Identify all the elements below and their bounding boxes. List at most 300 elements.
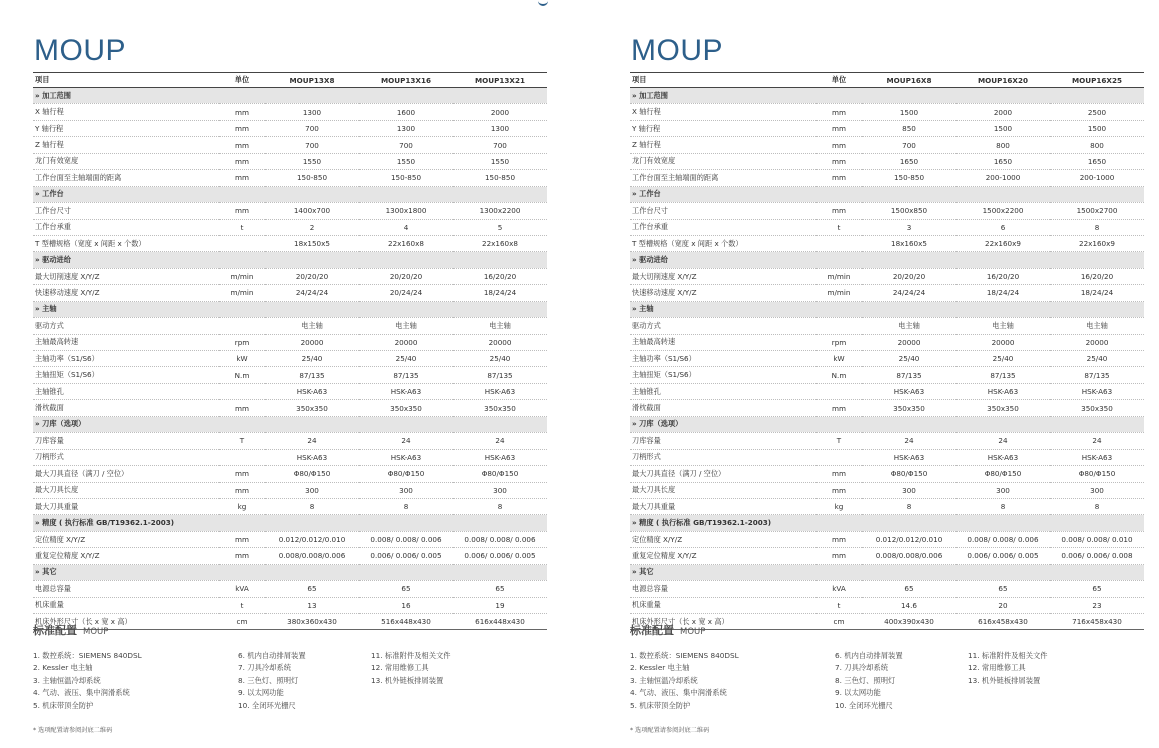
config-list-col3 — [371, 650, 451, 687]
value-cell: 150-850 — [265, 170, 359, 186]
value-cell: 24 — [1050, 433, 1144, 449]
value-cell: 20/24/24 — [359, 285, 453, 301]
section-label: » 刀库（选项） — [630, 416, 1144, 432]
config-list-item: 10. 全闭环光栅尺 — [238, 700, 296, 710]
table-row — [630, 433, 1144, 449]
value-cell: 700 — [265, 137, 359, 153]
spec-name-cell: 机床重量 — [33, 597, 219, 613]
section-label: » 驱动进给 — [630, 252, 1144, 268]
unit-cell: kW — [816, 351, 862, 367]
spec-name-cell: 工作台承重 — [33, 219, 219, 235]
value-cell: 5 — [453, 219, 547, 235]
unit-cell: mm — [816, 400, 862, 416]
value-cell: HSK-A63 — [1050, 383, 1144, 399]
config-list-item: 4. 气动、液压、集中润滑系统 — [630, 688, 727, 698]
column-header: MOUP16X8 — [862, 73, 956, 88]
value-cell: Φ80/Φ150 — [359, 466, 453, 482]
value-cell: Φ80/Φ150 — [265, 466, 359, 482]
table-row — [630, 120, 1144, 136]
spec-name-cell: 主轴锥孔 — [33, 383, 219, 399]
unit-cell — [816, 383, 862, 399]
value-cell: 400x390x430 — [862, 614, 956, 630]
unit-cell: t — [816, 597, 862, 613]
section-label: » 其它 — [33, 564, 547, 580]
value-cell: 0.008/ 0.008/ 0.006 — [956, 531, 1050, 547]
value-cell: 25/40 — [453, 351, 547, 367]
spec-name-cell: 龙门有效宽度 — [630, 153, 816, 169]
value-cell: HSK-A63 — [359, 383, 453, 399]
value-cell: 电主轴 — [862, 318, 956, 334]
config-list-col1 — [630, 650, 739, 712]
unit-cell: kW — [219, 351, 265, 367]
unit-cell: mm — [816, 548, 862, 564]
table-row — [630, 400, 1144, 416]
spec-name-cell: 主轴锥孔 — [630, 383, 816, 399]
value-cell: 65 — [265, 581, 359, 597]
value-cell: 电主轴 — [453, 318, 547, 334]
spec-name-cell: 快速移动速度 X/Y/Z — [630, 285, 816, 301]
value-cell: 87/135 — [265, 367, 359, 383]
value-cell: HSK-A63 — [862, 449, 956, 465]
value-cell: 65 — [862, 581, 956, 597]
value-cell: 电主轴 — [956, 318, 1050, 334]
section-header-row — [630, 515, 1144, 531]
value-cell: 0.008/0.008/0.006 — [265, 548, 359, 564]
config-list-item: 13. 机外链板排屑装置 — [968, 675, 1041, 685]
config-list-item: 12. 常用维修工具 — [968, 663, 1026, 673]
value-cell: HSK-A63 — [359, 449, 453, 465]
spec-name-cell: 最大切削速度 X/Y/Z — [33, 268, 219, 284]
section-header-row — [33, 301, 547, 317]
value-cell: 200-1000 — [956, 170, 1050, 186]
section-label: » 精度 ( 执行标准 GB/T19362.1-2003) — [630, 515, 1144, 531]
spec-name-cell: 定位精度 X/Y/Z — [630, 531, 816, 547]
value-cell: 1500 — [862, 104, 956, 120]
table-row — [630, 531, 1144, 547]
unit-cell: rpm — [219, 334, 265, 350]
value-cell: 20/20/20 — [862, 268, 956, 284]
spec-table — [630, 72, 1144, 630]
unit-cell — [816, 318, 862, 334]
table-row — [630, 153, 1144, 169]
section-header-row — [33, 564, 547, 580]
config-list-col2 — [835, 650, 903, 712]
value-cell: 20000 — [453, 334, 547, 350]
section-label: » 主轴 — [630, 301, 1144, 317]
table-row — [33, 367, 547, 383]
value-cell: 300 — [265, 482, 359, 498]
table-row — [33, 318, 547, 334]
unit-cell — [219, 449, 265, 465]
value-cell: 8 — [1050, 498, 1144, 514]
section-header-row — [630, 88, 1144, 104]
unit-cell: mm — [219, 466, 265, 482]
config-list-item: 1. 数控系统：SIEMENS 840DSL — [33, 651, 142, 660]
column-header: MOUP16X20 — [956, 73, 1050, 88]
value-cell: 24 — [453, 433, 547, 449]
value-cell: 2000 — [956, 104, 1050, 120]
unit-cell: N.m — [816, 367, 862, 383]
table-row — [33, 449, 547, 465]
spec-name-cell: 工作台承重 — [630, 219, 816, 235]
unit-cell — [816, 235, 862, 251]
value-cell: 87/135 — [956, 367, 1050, 383]
spec-name-cell: Y 轴行程 — [630, 120, 816, 136]
config-list-item: 11. 标准附件及相关文件 — [371, 651, 451, 660]
value-cell: 1300x1800 — [359, 203, 453, 219]
value-cell: 1500x2200 — [956, 203, 1050, 219]
spec-name-cell: 最大刀具长度 — [33, 482, 219, 498]
value-cell: Φ80/Φ150 — [453, 466, 547, 482]
unit-cell: mm — [219, 170, 265, 186]
value-cell: 516x448x430 — [359, 614, 453, 630]
value-cell: 65 — [956, 581, 1050, 597]
config-list-item: 9. 以太网功能 — [238, 688, 284, 698]
brand-title: MOUP — [631, 34, 723, 67]
table-row — [33, 614, 547, 630]
value-cell: Φ80/Φ150 — [956, 466, 1050, 482]
value-cell: 20000 — [265, 334, 359, 350]
unit-cell: kVA — [219, 581, 265, 597]
spec-name-cell: 工作台尺寸 — [630, 203, 816, 219]
unit-cell: m/min — [816, 268, 862, 284]
value-cell: HSK-A63 — [956, 383, 1050, 399]
section-label: » 工作台 — [630, 186, 1144, 202]
config-list-item: 2. Kessler 电主轴 — [630, 663, 690, 673]
unit-cell: t — [219, 597, 265, 613]
value-cell: 300 — [359, 482, 453, 498]
section-header-row — [630, 252, 1144, 268]
table-row — [33, 285, 547, 301]
value-cell: 0.012/0.012/0.010 — [265, 531, 359, 547]
value-cell: 0.012/0.012/0.010 — [862, 531, 956, 547]
value-cell: HSK-A63 — [1050, 449, 1144, 465]
table-row — [33, 137, 547, 153]
value-cell: 22x160x9 — [1050, 235, 1144, 251]
section-label: » 精度 ( 执行标准 GB/T19362.1-2003) — [33, 515, 547, 531]
table-row — [630, 449, 1144, 465]
spec-name-cell: 主轴最高转速 — [33, 334, 219, 350]
section-label: » 主轴 — [33, 301, 547, 317]
value-cell: 1500 — [956, 120, 1050, 136]
value-cell: 8 — [1050, 219, 1144, 235]
value-cell: 1400x700 — [265, 203, 359, 219]
value-cell: 14.6 — [862, 597, 956, 613]
unit-cell: mm — [816, 137, 862, 153]
section-header-row — [33, 416, 547, 432]
table-row — [33, 203, 547, 219]
value-cell: 87/135 — [359, 367, 453, 383]
value-cell: 2 — [265, 219, 359, 235]
value-cell: 1300x2200 — [453, 203, 547, 219]
column-header: 单位 — [219, 73, 265, 88]
standard-config-subtitle: MOUP — [680, 627, 706, 637]
section-header-row — [630, 301, 1144, 317]
spec-name-cell: X 轴行程 — [630, 104, 816, 120]
value-cell: 0.006/ 0.006/ 0.005 — [359, 548, 453, 564]
table-row — [630, 235, 1144, 251]
config-list-item: 13. 机外链板排屑装置 — [371, 675, 444, 685]
value-cell: 65 — [359, 581, 453, 597]
spec-name-cell: 驱动方式 — [33, 318, 219, 334]
spec-name-cell: 最大刀具直径（满刀 / 空位） — [630, 466, 816, 482]
standard-config-heading — [33, 622, 108, 638]
standard-config-subtitle: MOUP — [83, 627, 109, 637]
section-header-row — [33, 252, 547, 268]
table-row — [630, 482, 1144, 498]
value-cell: 350x350 — [1050, 400, 1144, 416]
standard-config-title: 标准配置 — [630, 624, 674, 637]
unit-cell: kg — [219, 498, 265, 514]
table-row — [630, 104, 1144, 120]
value-cell: 700 — [265, 120, 359, 136]
value-cell: HSK-A63 — [453, 449, 547, 465]
value-cell: 150-850 — [862, 170, 956, 186]
table-row — [630, 219, 1144, 235]
unit-cell: t — [816, 219, 862, 235]
value-cell: 850 — [862, 120, 956, 136]
value-cell: 616x458x430 — [956, 614, 1050, 630]
unit-cell: rpm — [816, 334, 862, 350]
value-cell: 电主轴 — [1050, 318, 1144, 334]
spec-name-cell: 定位精度 X/Y/Z — [33, 531, 219, 547]
spec-name-cell: 最大刀具长度 — [630, 482, 816, 498]
value-cell: 616x448x430 — [453, 614, 547, 630]
value-cell: 22x160x9 — [956, 235, 1050, 251]
value-cell: 18x160x5 — [862, 235, 956, 251]
spec-name-cell: Y 轴行程 — [33, 120, 219, 136]
spec-name-cell: Z 轴行程 — [33, 137, 219, 153]
value-cell: HSK-A63 — [265, 383, 359, 399]
section-label: » 加工范围 — [630, 88, 1144, 104]
unit-cell: m/min — [219, 268, 265, 284]
table-row — [630, 285, 1144, 301]
options-note: * 选项配置请参阅封底二维码 — [630, 727, 710, 734]
table-row — [33, 482, 547, 498]
table-row — [630, 548, 1144, 564]
spec-name-cell: 机床外形尺寸（长 x 宽 x 高） — [33, 614, 219, 630]
config-list-item: 4. 气动、液压、集中润滑系统 — [33, 688, 130, 698]
value-cell: 18/24/24 — [1050, 285, 1144, 301]
value-cell: 700 — [453, 137, 547, 153]
table-row — [630, 318, 1144, 334]
value-cell: Φ80/Φ150 — [862, 466, 956, 482]
value-cell: 1500 — [1050, 120, 1144, 136]
section-label: » 工作台 — [33, 186, 547, 202]
value-cell: 25/40 — [862, 351, 956, 367]
value-cell: 25/40 — [956, 351, 1050, 367]
value-cell: 1550 — [265, 153, 359, 169]
config-list-item: 9. 以太网功能 — [835, 688, 881, 698]
section-header-row — [33, 515, 547, 531]
value-cell: 300 — [1050, 482, 1144, 498]
section-header-row — [630, 416, 1144, 432]
unit-cell: mm — [816, 482, 862, 498]
value-cell: 380x360x430 — [265, 614, 359, 630]
table-row — [33, 153, 547, 169]
value-cell: 25/40 — [265, 351, 359, 367]
spec-name-cell: 最大刀具重量 — [33, 498, 219, 514]
value-cell: 0.006/ 0.006/ 0.008 — [1050, 548, 1144, 564]
value-cell: HSK-A63 — [956, 449, 1050, 465]
unit-cell: mm — [816, 153, 862, 169]
column-header: MOUP13X16 — [359, 73, 453, 88]
spec-name-cell: 主轴功率（S1/S6） — [33, 351, 219, 367]
options-note: * 选项配置请参阅封底二维码 — [33, 727, 113, 734]
config-list-item: 1. 数控系统：SIEMENS 840DSL — [630, 651, 739, 660]
config-list-item: 3. 主轴恒温冷却系统 — [33, 675, 101, 685]
config-list-item: 6. 机内自动排屑装置 — [835, 651, 903, 660]
unit-cell: mm — [816, 120, 862, 136]
table-row — [630, 466, 1144, 482]
config-list-col1 — [33, 650, 142, 712]
table-row — [33, 170, 547, 186]
value-cell: 700 — [359, 137, 453, 153]
value-cell: 300 — [862, 482, 956, 498]
spec-name-cell: 电源总容量 — [33, 581, 219, 597]
unit-cell: m/min — [816, 285, 862, 301]
spec-name-cell: 主轴功率（S1/S6） — [630, 351, 816, 367]
table-header-row — [33, 73, 547, 88]
table-row — [630, 268, 1144, 284]
config-list-item: 10. 全闭环光栅尺 — [835, 700, 893, 710]
table-row — [33, 268, 547, 284]
spec-name-cell: 主轴扭矩（S1/S6） — [630, 367, 816, 383]
value-cell: 6 — [956, 219, 1050, 235]
value-cell: 87/135 — [862, 367, 956, 383]
config-list-item: 7. 刀具冷却系统 — [238, 663, 292, 673]
value-cell: Φ80/Φ150 — [1050, 466, 1144, 482]
spec-name-cell: 工作台面至主轴端面的距离 — [630, 170, 816, 186]
value-cell: 22x160x8 — [453, 235, 547, 251]
value-cell: 1650 — [862, 153, 956, 169]
section-label: » 刀库（选项） — [33, 416, 547, 432]
value-cell: 8 — [359, 498, 453, 514]
unit-cell: cm — [816, 614, 862, 630]
value-cell: 0.008/0.008/0.006 — [862, 548, 956, 564]
value-cell: 18/24/24 — [453, 285, 547, 301]
value-cell: 300 — [453, 482, 547, 498]
value-cell: 24 — [359, 433, 453, 449]
value-cell: 350x350 — [265, 400, 359, 416]
config-list-item: 8. 三色灯、照明灯 — [835, 675, 896, 685]
spec-name-cell: 主轴最高转速 — [630, 334, 816, 350]
value-cell: 350x350 — [862, 400, 956, 416]
unit-cell: mm — [219, 137, 265, 153]
value-cell: 4 — [359, 219, 453, 235]
unit-cell — [816, 449, 862, 465]
spec-name-cell: 刀柄形式 — [33, 449, 219, 465]
value-cell: 16/20/20 — [453, 268, 547, 284]
value-cell: 150-850 — [359, 170, 453, 186]
value-cell: 16 — [359, 597, 453, 613]
value-cell: 16/20/20 — [956, 268, 1050, 284]
column-header: 单位 — [816, 73, 862, 88]
table-row — [630, 367, 1144, 383]
unit-cell: mm — [219, 531, 265, 547]
section-label: » 加工范围 — [33, 88, 547, 104]
unit-cell: cm — [219, 614, 265, 630]
value-cell: 20 — [956, 597, 1050, 613]
config-list-col2 — [238, 650, 306, 712]
unit-cell: mm — [219, 482, 265, 498]
unit-cell: kg — [816, 498, 862, 514]
table-row — [630, 203, 1144, 219]
config-list-item: 12. 常用维修工具 — [371, 663, 429, 673]
table-row — [630, 581, 1144, 597]
spec-name-cell: T 型槽规格（宽度 x 间距 x 个数） — [33, 235, 219, 251]
table-row — [33, 120, 547, 136]
table-row — [33, 581, 547, 597]
brand-title: MOUP — [34, 34, 126, 67]
table-row — [630, 351, 1144, 367]
value-cell: 16/20/20 — [1050, 268, 1144, 284]
value-cell: 20000 — [359, 334, 453, 350]
table-row — [33, 351, 547, 367]
value-cell: 87/135 — [1050, 367, 1144, 383]
value-cell: 18x150x5 — [265, 235, 359, 251]
value-cell: 0.006/ 0.006/ 0.005 — [956, 548, 1050, 564]
value-cell: 18/24/24 — [956, 285, 1050, 301]
column-header: MOUP13X21 — [453, 73, 547, 88]
unit-cell: t — [219, 219, 265, 235]
value-cell: 20000 — [862, 334, 956, 350]
table-row — [33, 433, 547, 449]
table-row — [630, 170, 1144, 186]
value-cell: 2500 — [1050, 104, 1144, 120]
unit-cell: mm — [816, 466, 862, 482]
value-cell: 24 — [265, 433, 359, 449]
spec-name-cell: 工作台面至主轴端面的距离 — [33, 170, 219, 186]
value-cell: 87/135 — [453, 367, 547, 383]
value-cell: 350x350 — [453, 400, 547, 416]
value-cell: 25/40 — [1050, 351, 1144, 367]
table-row — [33, 235, 547, 251]
value-cell: 716x458x430 — [1050, 614, 1144, 630]
unit-cell — [219, 383, 265, 399]
value-cell: 1650 — [956, 153, 1050, 169]
config-list-item: 2. Kessler 电主轴 — [33, 663, 93, 673]
value-cell: 0.008/ 0.008/ 0.010 — [1050, 531, 1144, 547]
value-cell: 1300 — [265, 104, 359, 120]
spec-name-cell: Z 轴行程 — [630, 137, 816, 153]
spec-name-cell: 刀库容量 — [630, 433, 816, 449]
column-header: MOUP16X25 — [1050, 73, 1144, 88]
value-cell: 20/20/20 — [359, 268, 453, 284]
unit-cell: mm — [219, 203, 265, 219]
value-cell: 8 — [862, 498, 956, 514]
section-header-row — [630, 186, 1144, 202]
value-cell: 0.006/ 0.006/ 0.005 — [453, 548, 547, 564]
value-cell: 20/20/20 — [265, 268, 359, 284]
spec-name-cell: 刀柄形式 — [630, 449, 816, 465]
spec-name-cell: 快速移动速度 X/Y/Z — [33, 285, 219, 301]
config-list-item: 5. 机床带顶全防护 — [630, 700, 691, 710]
table-row — [630, 614, 1144, 630]
table-row — [33, 400, 547, 416]
spec-name-cell: 最大刀具直径（满刀 / 空位） — [33, 466, 219, 482]
value-cell: HSK-A63 — [265, 449, 359, 465]
table-row — [33, 466, 547, 482]
value-cell: 8 — [956, 498, 1050, 514]
value-cell: HSK-A63 — [862, 383, 956, 399]
top-decoration — [538, 0, 548, 6]
value-cell: 1300 — [359, 120, 453, 136]
column-header: 项目 — [630, 73, 816, 88]
value-cell: 24/24/24 — [265, 285, 359, 301]
value-cell: 8 — [265, 498, 359, 514]
spec-name-cell: 滑枕截面 — [33, 400, 219, 416]
